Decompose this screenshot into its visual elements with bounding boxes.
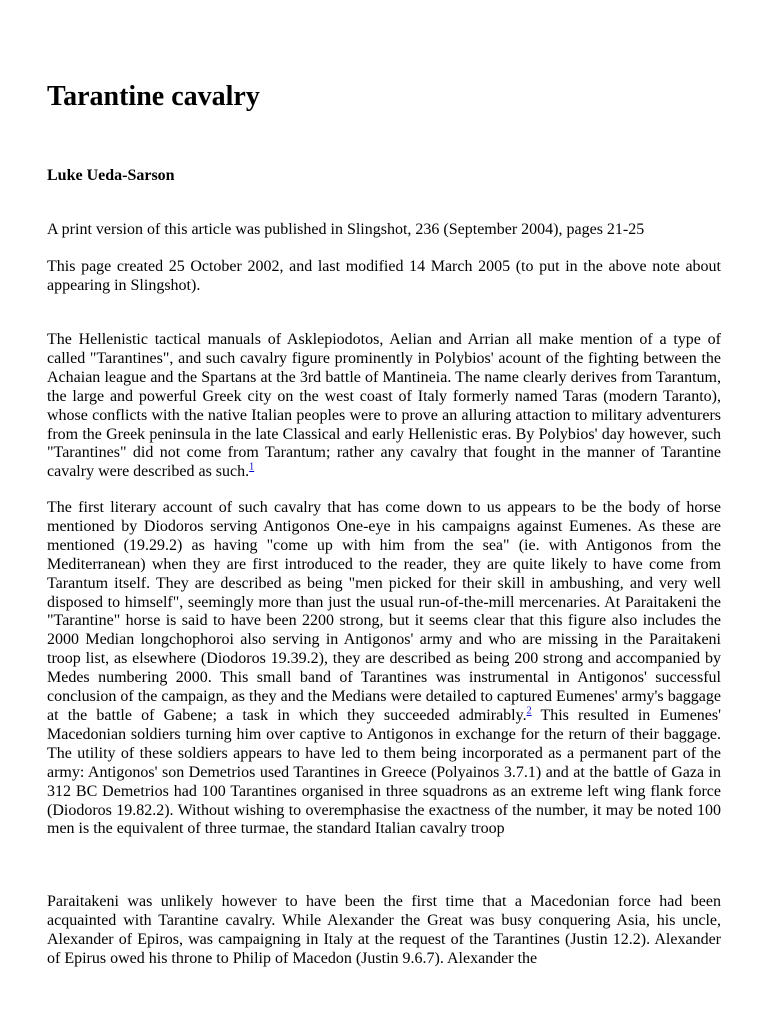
paragraph-2-text-a: The first literary account of such cavalry that has come down to us appears to be the body of horse mentioned by Diodoros serving Antigonos One-eye in his campaigns against Eumenes. As these are mentioned (19.29.2) as having "come up with him from the sea" (ie. with Antigonos from the Mediterranean) when they are first introduced to the reader, they are quite likely to have come from Tarantum itself. They are described as being "men picked for their skill in ambushing, and very well disposed to himself", seemingly more than just the usual run-of-the-mill mercenaries. At Paraitakeni the "Tarantine" horse is said to have been 2200 strong, but it seems clear that this figure also includes the 2000 Median longchophoroi also serving in Antigonos' army and who are missing in the Paraitakeni troop list, as elsewhere (Diodoros 19.39.2), they are described as being 200 strong and accompanied by Medes numbering 2000. This small band of Tarantines was instrumental in Antigonos' successful conclusion of the campaign, as they and the Medians were detailed to captured Eumenes' army's baggage at the battle of Gabene; a task in which they succeeded admirably. bbox=[47, 499, 721, 724]
print-version-note: A print version of this article was published in Slingshot, 236 (September 2004), pages 21-25 bbox=[47, 221, 645, 238]
footnote-ref-1 bbox=[249, 462, 254, 473]
paragraph-3-text: Paraitakeni was unlikely however to have been the first time that a Macedonian force had been acquainted with Tarantine cavalry. While Alexander the Great was busy conquering Asia, his uncle, Alexander of Epiros, was campaigning in Italy at the request of the Tarantines (Justin 12.2). Alexander of Epirus owed his throne to Philip of Macedon (Justin 9.6.7). Alexander the bbox=[47, 893, 721, 967]
paragraph-3 bbox=[47, 893, 721, 969]
paragraph-2-text-b: This resulted in Eumenes' Macedonian soldiers turning him over captive to Antigonos in exchange for the return of their baggage. The utility of these soldiers appears to have led to them being incorporated as a permanent part of the army: Antigonos' son Demetrios used Tarantines in Greece (Polyainos 3.7.1) and at the battle of Gaza in 312 BC Demetrios had 100 Tarantines organised in three squadrons as an extreme left wing flank force (Diodoros 19.82.2). Without wishing to overemphasise the exactness of the number, it may be noted 100 men is the equivalent of three turmae, the standard Italian cavalry troop bbox=[47, 706, 722, 838]
footnote-link-2[interactable]: 2 bbox=[526, 705, 532, 717]
footnote-link-1[interactable]: 1 bbox=[249, 462, 255, 474]
page-title: Tarantine cavalry bbox=[47, 81, 260, 112]
paragraph-1 bbox=[47, 331, 721, 482]
paragraph-2 bbox=[47, 499, 721, 839]
page-history-note: This page created 25 October 2002, and last modified 14 March 2005 (to put in the above note about appearing in Slingshot). bbox=[47, 258, 721, 294]
paragraph-1-text: The Hellenistic tactical manuals of Asklepiodotos, Aelian and Arrian all make mention of a type of called "Tarantines", and such cavalry figure prominently in Polybios' acount of the fighting between the Achaian league and the Spartans at the 3rd battle of Mantineia. The name clearly derives from Tarantum, the large and powerful Greek city on the west coast of Italy formerly named Taras (modern Taranto), whose conflicts with the native Italian peoples were to prove an alluring attaction to military adventurers from the Greek peninsula in the late Classical and early Hellenistic eras. By Polybios' day however, such "Tarantines" did not come from Tarantum; rather any cavalry that fought in the manner of Tarantine cavalry were described as such. bbox=[47, 331, 721, 481]
author-name: Luke Ueda-Sarson bbox=[47, 167, 175, 184]
